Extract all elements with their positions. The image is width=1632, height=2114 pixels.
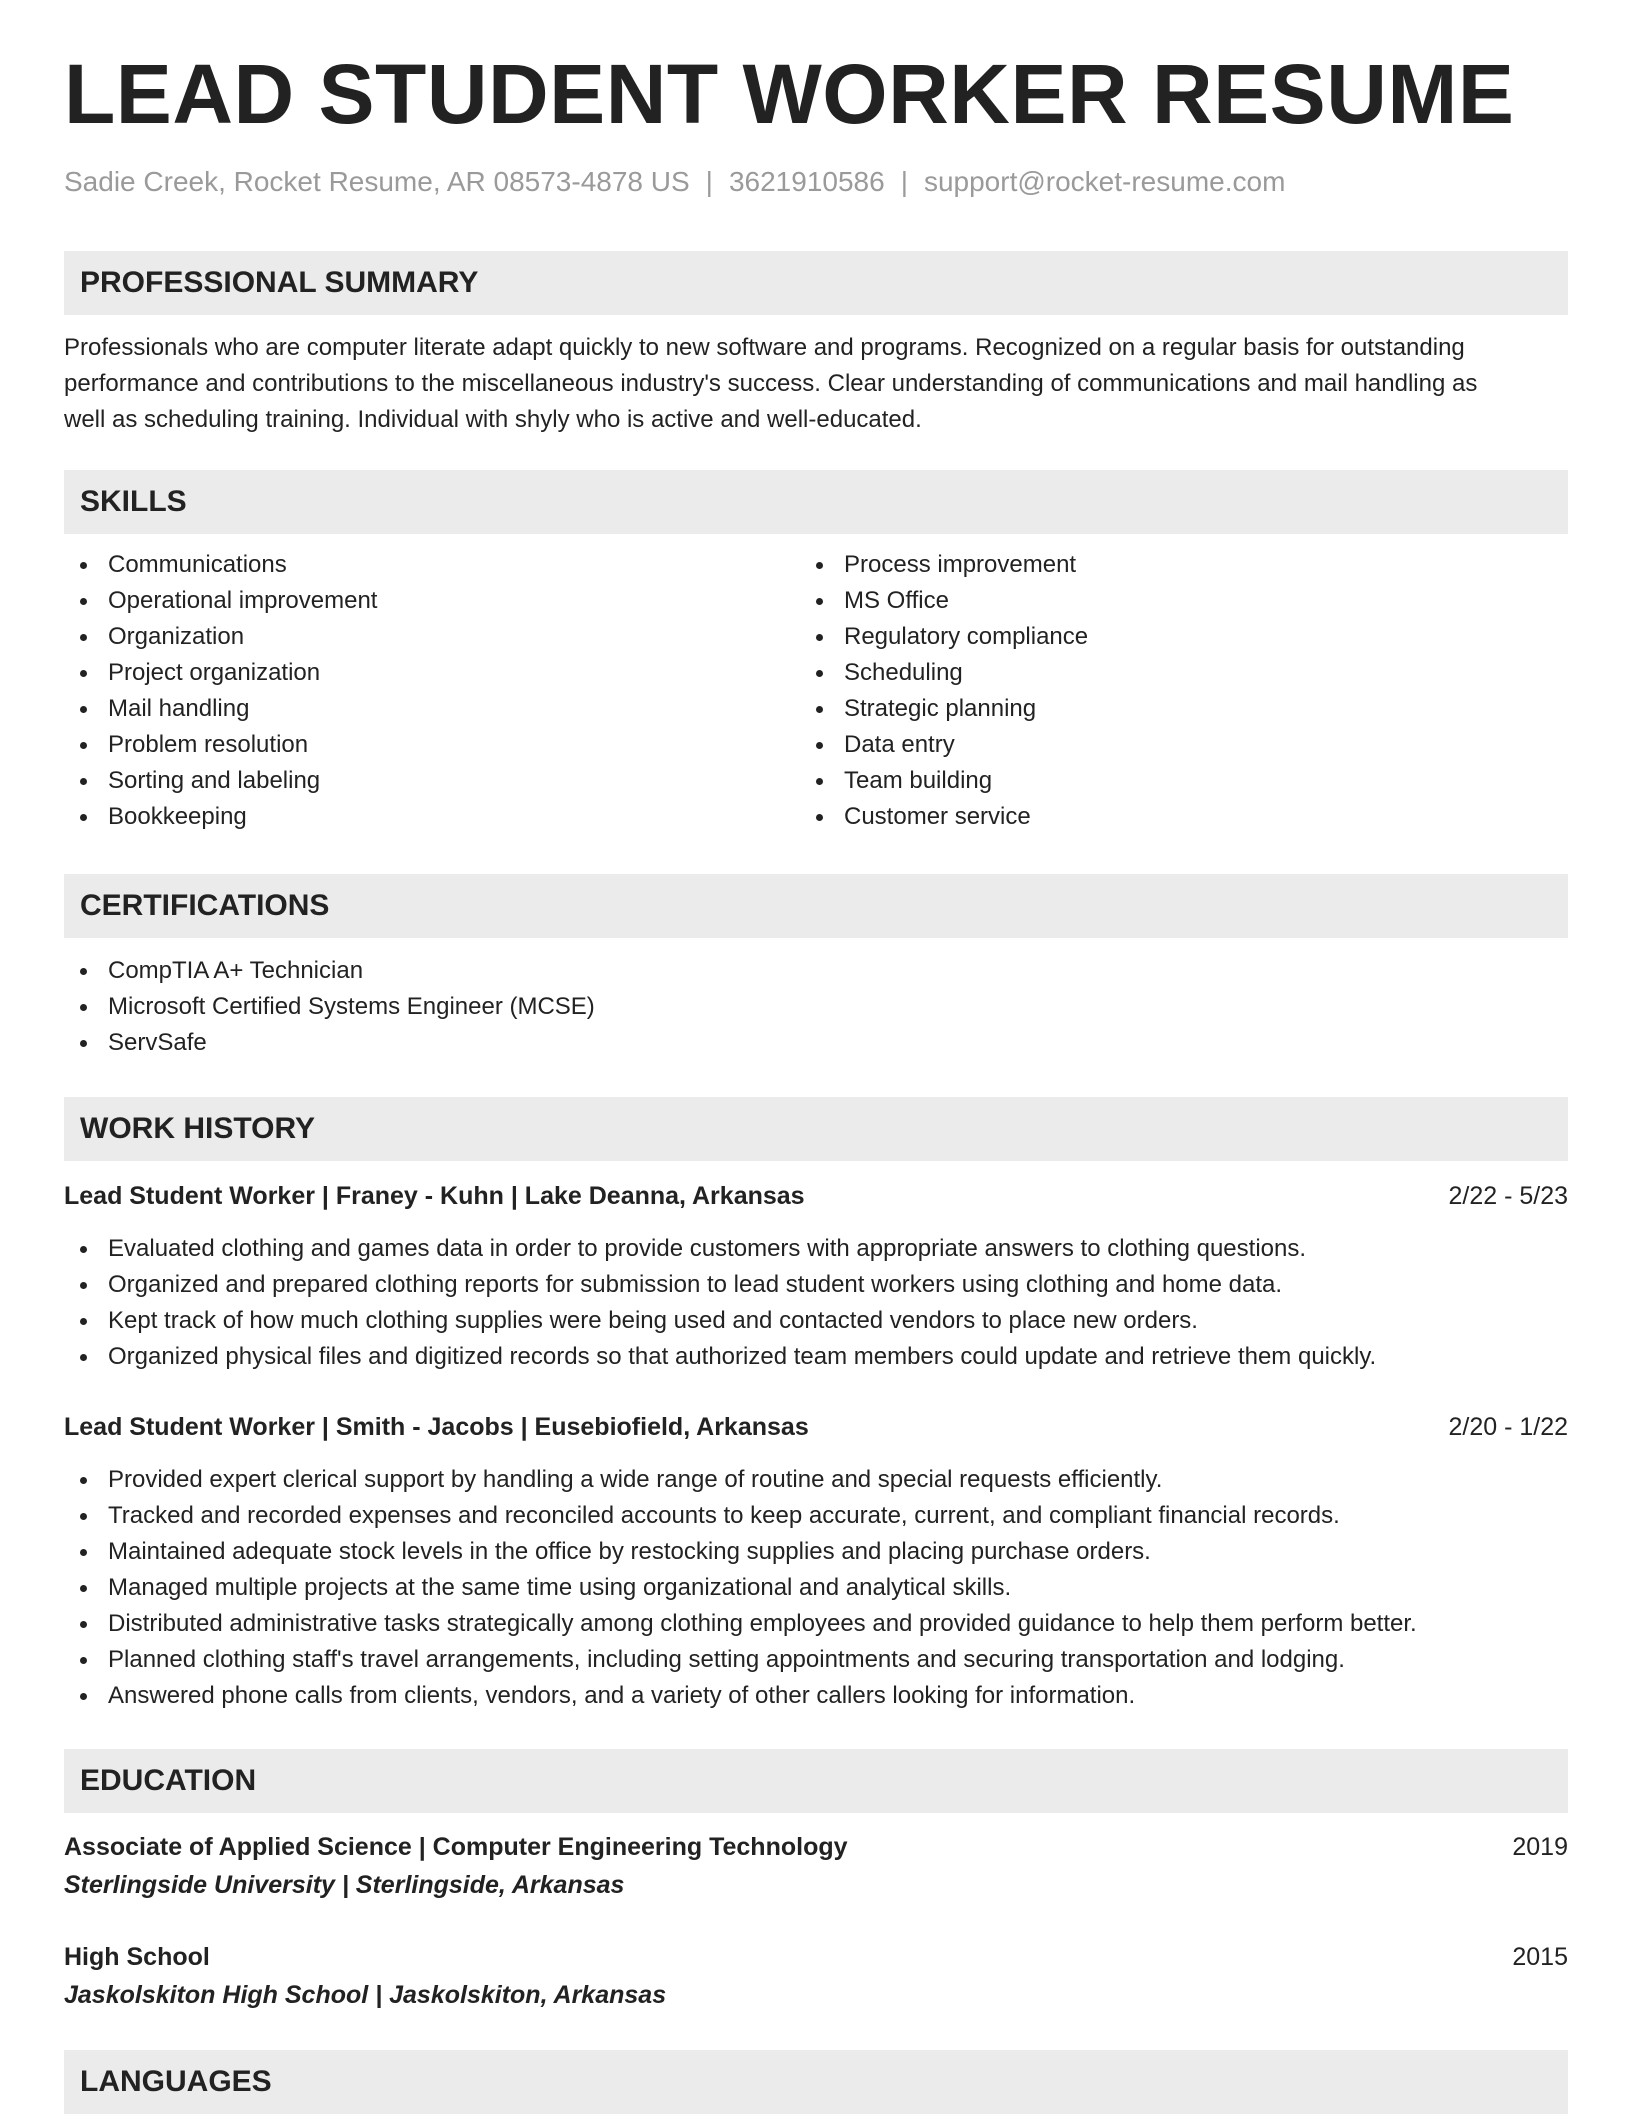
- skill-item: Customer service: [800, 799, 1088, 835]
- job-title: Lead Student Worker | Smith - Jacobs | Eusebiofield, Arkansas: [64, 1413, 809, 1441]
- skills-heading: SKILLS: [64, 470, 1568, 534]
- skill-item: Regulatory compliance: [800, 619, 1088, 655]
- certification-item: CompTIA A+ Technician: [64, 953, 595, 989]
- contact-line: [64, 168, 1285, 196]
- education-entry: [64, 1829, 1568, 1865]
- skill-item: Scheduling: [800, 655, 1088, 691]
- contact-separator: |: [900, 166, 908, 197]
- languages-heading: LANGUAGES: [64, 2050, 1568, 2114]
- degree: High School: [64, 1943, 210, 1971]
- skill-item: Communications: [64, 547, 377, 583]
- summary-line: performance and contributions to the miscellaneous industry's success. Clear understanding of communications and mail handling as: [64, 370, 1478, 397]
- education-heading: EDUCATION: [64, 1749, 1568, 1813]
- degree: Associate of Applied Science | Computer Engineering Technology: [64, 1833, 848, 1861]
- contact-phone: 3621910586: [728, 166, 885, 197]
- job-bullet: Provided expert clerical support by handling a wide range of routine and special requests efficiently.: [64, 1462, 1417, 1498]
- job-bullet: Planned clothing staff's travel arrangements, including setting appointments and securing transportation and lodging.: [64, 1642, 1417, 1678]
- summary-text: [64, 330, 1568, 438]
- job-bullet: Distributed administrative tasks strategically among clothing employees and provided guidance to help them perform better.: [64, 1606, 1417, 1642]
- contact-email: support@rocket-resume.com: [923, 166, 1286, 197]
- school: Sterlingside University | Sterlingside, Arkansas: [64, 1871, 625, 1899]
- job-header: [64, 1409, 1568, 1445]
- job-bullet: Organized and prepared clothing reports for submission to lead student workers using clothing and home data.: [64, 1267, 1376, 1303]
- graduation-year: 2015: [1512, 1943, 1568, 1971]
- school: Jaskolskiton High School | Jaskolskiton, Arkansas: [64, 1981, 667, 2009]
- job-bullet: Maintained adequate stock levels in the office by restocking supplies and placing purchase orders.: [64, 1534, 1417, 1570]
- graduation-year: 2019: [1512, 1833, 1568, 1861]
- contact-separator: |: [705, 166, 713, 197]
- skill-item: Data entry: [800, 727, 1088, 763]
- skill-item: Project organization: [64, 655, 377, 691]
- skill-item: Operational improvement: [64, 583, 377, 619]
- skill-item: Organization: [64, 619, 377, 655]
- certification-item: Microsoft Certified Systems Engineer (MCSE): [64, 989, 595, 1025]
- certifications-heading: CERTIFICATIONS: [64, 874, 1568, 938]
- certifications-list: [64, 953, 595, 1061]
- job-bullets: [64, 1462, 1417, 1714]
- job-bullet: Answered phone calls from clients, vendors, and a variety of other callers looking for information.: [64, 1678, 1417, 1714]
- job-header: [64, 1178, 1568, 1214]
- job-dates: 2/22 - 5/23: [1448, 1182, 1568, 1210]
- certification-item: ServSafe: [64, 1025, 595, 1061]
- skill-item: Process improvement: [800, 547, 1088, 583]
- work-history-heading: WORK HISTORY: [64, 1097, 1568, 1161]
- skills-list-right: [800, 547, 1088, 835]
- skill-item: MS Office: [800, 583, 1088, 619]
- contact-address: Sadie Creek, Rocket Resume, AR 08573-4878 US: [64, 166, 690, 197]
- skill-item: Mail handling: [64, 691, 377, 727]
- summary-heading: PROFESSIONAL SUMMARY: [64, 251, 1568, 315]
- skill-item: Strategic planning: [800, 691, 1088, 727]
- job-bullet: Kept track of how much clothing supplies were being used and contacted vendors to place new orders.: [64, 1303, 1376, 1339]
- skill-item: Problem resolution: [64, 727, 377, 763]
- summary-line: well as scheduling training. Individual with shyly who is active and well-educated.: [64, 406, 922, 433]
- job-dates: 2/20 - 1/22: [1448, 1413, 1568, 1441]
- job-bullet: Managed multiple projects at the same time using organizational and analytical skills.: [64, 1570, 1417, 1606]
- job-bullets: [64, 1231, 1376, 1375]
- job-bullet: Organized physical files and digitized records so that authorized team members could update and retrieve them quickly.: [64, 1339, 1376, 1375]
- skills-list-left: [64, 547, 377, 835]
- summary-line: Professionals who are computer literate adapt quickly to new software and programs. Recognized on a regular basis for outstanding: [64, 334, 1465, 361]
- skill-item: Team building: [800, 763, 1088, 799]
- education-entry: [64, 1939, 1568, 1975]
- skill-item: Bookkeeping: [64, 799, 377, 835]
- skill-item: Sorting and labeling: [64, 763, 377, 799]
- job-bullet: Tracked and recorded expenses and reconciled accounts to keep accurate, current, and compliant financial records.: [64, 1498, 1417, 1534]
- job-bullet: Evaluated clothing and games data in order to provide customers with appropriate answers to clothing questions.: [64, 1231, 1376, 1267]
- resume-title: LEAD STUDENT WORKER RESUME: [64, 47, 1515, 141]
- job-title: Lead Student Worker | Franey - Kuhn | Lake Deanna, Arkansas: [64, 1182, 805, 1210]
